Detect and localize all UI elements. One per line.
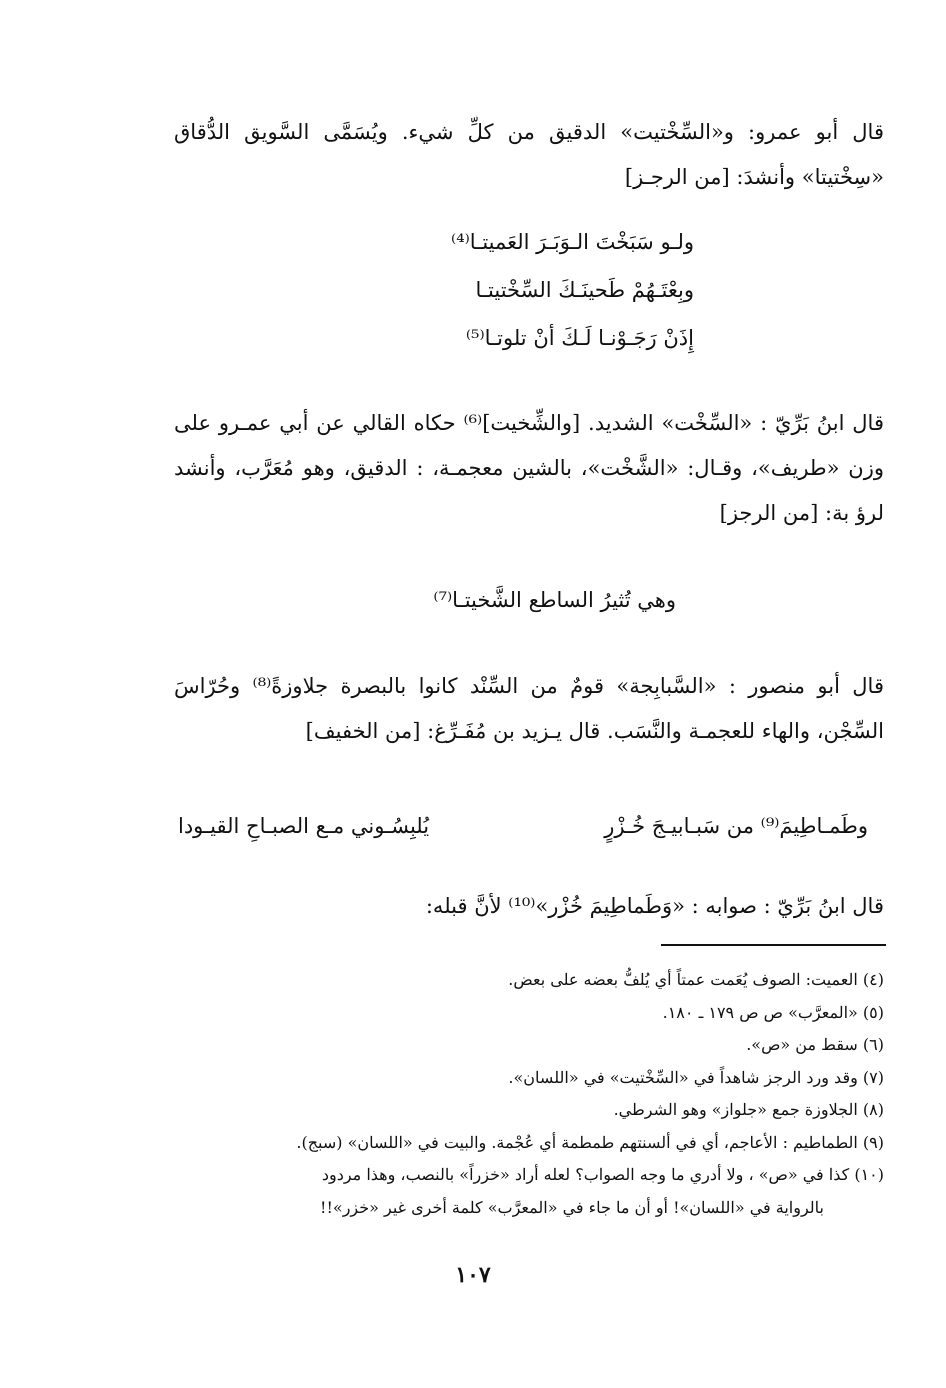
footnote-5: (٥) «المعرَّب» ص ص ١٧٩ ـ ١٨٠.	[662, 1002, 884, 1022]
paragraph-abu-amr: قال أبو عمرو: و«السِّخْتيت» الدقيق من كلِّ شيء. ويُسَمَّى السَّويق الدُّقاق «سِخْتيتا» وأنشدَ: [من الرجـز]	[174, 120, 884, 189]
verse-line: إِذَنْ رَجَـوْنـا لَـكَ أنْ تلوتـا⁽⁵⁾	[465, 326, 694, 350]
footnote-8: (٨) الجلاوزة جمع «جلواز» وهو الشرطي.	[613, 1100, 884, 1119]
hemistich-first: وطَمـاطِيمَ⁽⁹⁾ من سَبـابيـجَ خُـزْرٍ	[604, 814, 868, 838]
page-number: ١٠٧	[455, 1262, 491, 1288]
footnote-10: (١٠) كذا في «ص» ، ولا أدري ما وجه الصواب؟ لعله أراد «خزراً» بالنصب، وهذا مردود	[321, 1165, 884, 1184]
paragraph-ibn-barri: قال ابنُ بَرِّيّ : «السِّخْت» الشديد. [والشِّخيت]⁽⁶⁾ حكاه القالي عن أبي عمـرو على وزن «طريف»، وقـال: «الشَّخْت»، بالشين معجمـة، : الدقيق، وهو مُعَرَّب، وأنشد لرؤ بة: [من الرجز]	[174, 411, 884, 525]
footnote-10-continued: بالرواية في «اللسان»! أو أن ما جاء في «المعرَّب» كلمة أخرى غير «خزر»!!	[320, 1197, 824, 1217]
footnote-9: (٩) الطماطيم : الأعاجم، أي في ألسنتهم طمطمة أي عُجْمة. والبيت في «اللسان» (سبج).	[296, 1132, 884, 1152]
verse-ruba: وهي تُثيرُ الساطع الشَّخيتـا⁽⁷⁾	[433, 588, 676, 612]
verse-ibn-mufarrigh	[178, 814, 868, 838]
verse-line: وبِعْتَـهُمْ طَحينَـكَ السِّخْتيتـا	[475, 278, 694, 302]
hemistich-second: يُلبِسُـوني مـع الصبـاحِ القيـودا	[178, 814, 430, 838]
footnotes	[174, 964, 884, 1224]
footnote-7: (٧) وقد ورد الرجز شاهداً في «السِّخْتيت» في «اللسان».	[508, 1067, 884, 1087]
footnote-6: (٦) سقط من «ص».	[746, 1035, 884, 1054]
footnote-divider	[661, 944, 886, 946]
footnote-4: (٤) العميت: الصوف يُعَمت عمتاً أي يُلفُّ بعضه على بعض.	[508, 970, 884, 989]
paragraph-abu-mansur: قال أبو منصور : «السَّبابِجة» قومٌ من السِّنْد كانوا بالبصرة جلاوزةً⁽⁸⁾ وحُرّاسَ السِّجْن، والهاء للعجمـة والنَّسَب. قال يـزيد بن مُفَـرِّغ: [من الخفيف]	[174, 674, 884, 743]
verse-line: ولـو سَبَخْتَ الـوَبَـرَ العَميتـا⁽⁴⁾	[451, 230, 694, 254]
paragraph-ibn-barri-correction: قال ابنُ بَرِّيّ : صوابه : «وَطَماطِيمَ خُزْر»⁽¹⁰⁾ لأنَّ قبله:	[425, 894, 884, 918]
verse-sakhtit	[364, 218, 694, 362]
